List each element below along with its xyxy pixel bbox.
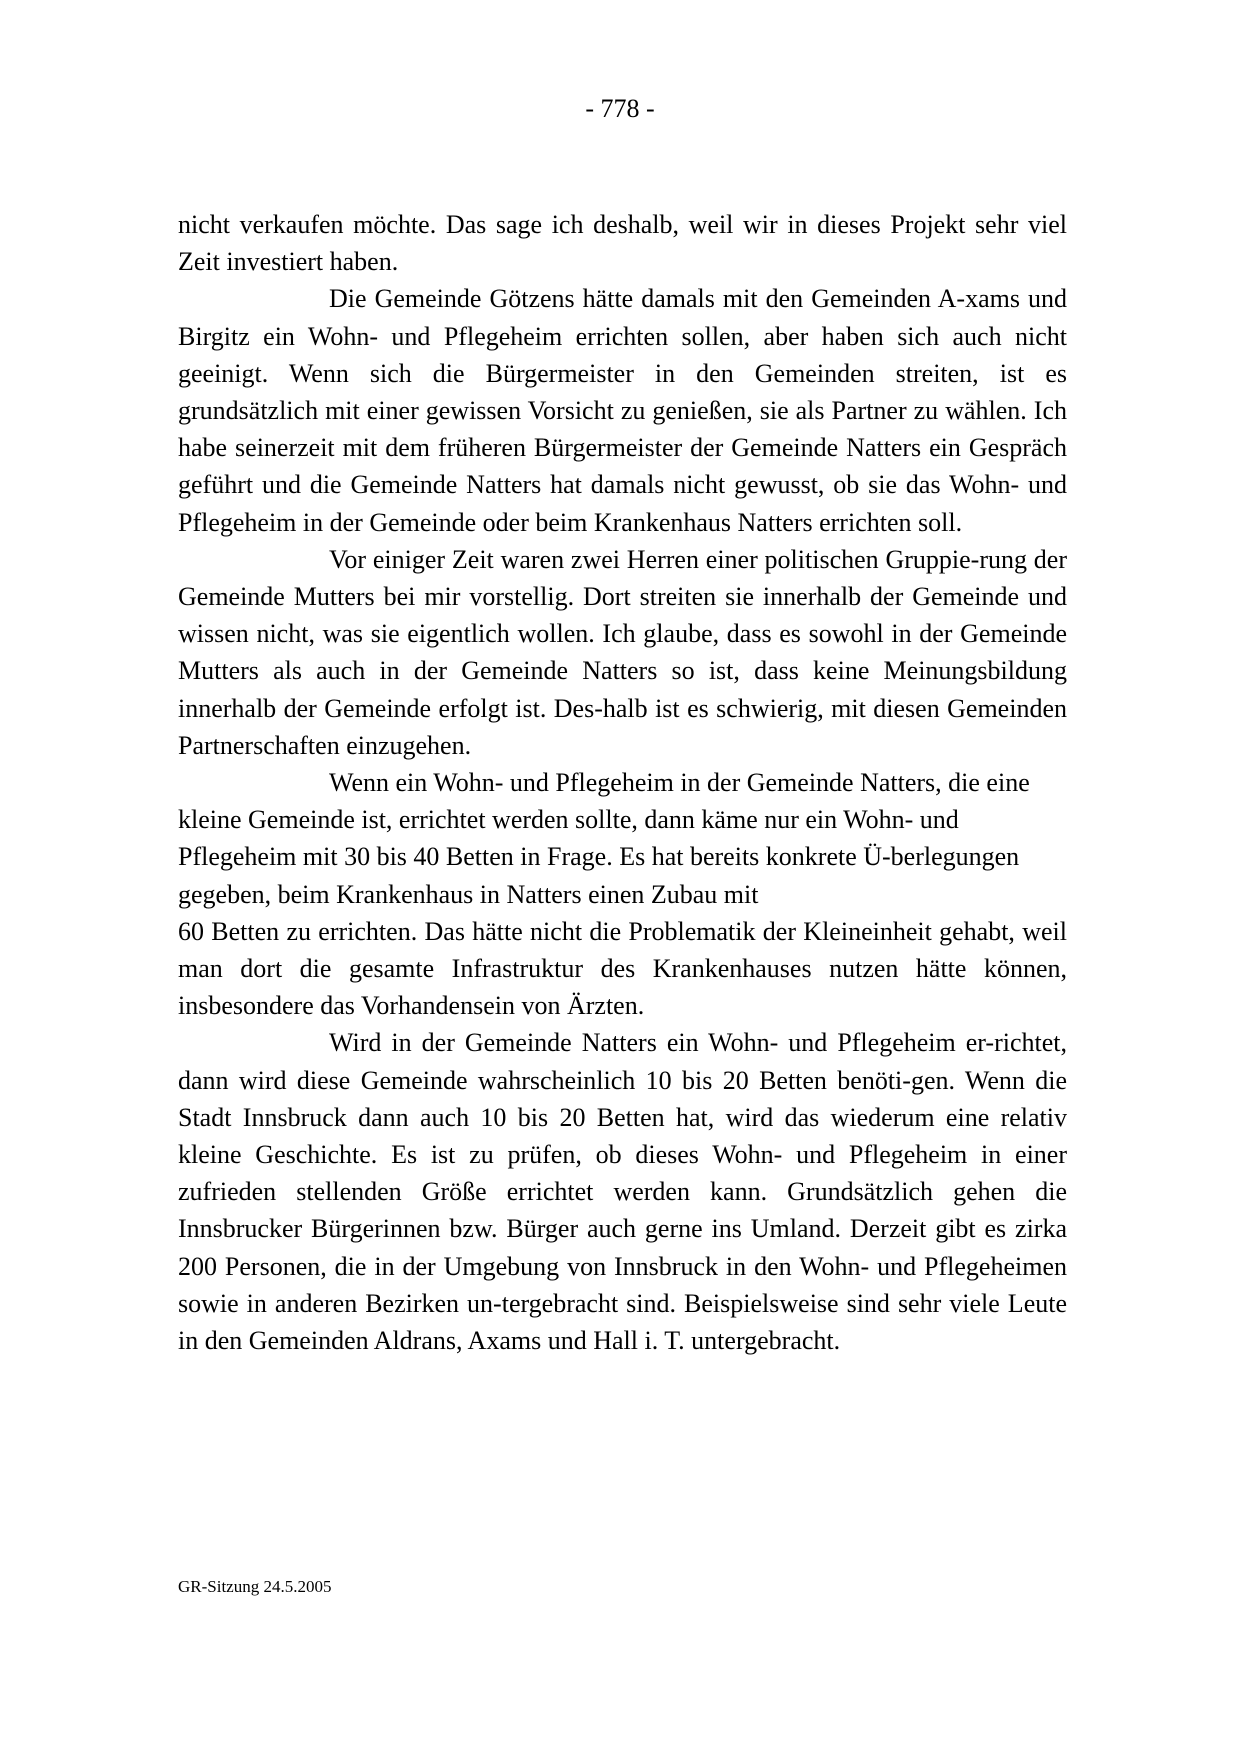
paragraph-4-part-2: 60 Betten zu errichten. Das hätte nicht die Problematik der Kleineinheit gehabt, weil man dort die gesamte Infrastruktur des Krankenhauses nutzen hätte können, insbesondere das Vorhandensein von Ärzten. [178,916,1067,1021]
paragraph-4-part-1: Wenn ein Wohn- und Pflegeheim in der Gemeinde Natters, die eine kleine Gemeinde ist, errichtet werden sollte, dann käme nur ein Wohn- und Pflegeheim mit 30 bis 40 Betten in Frage. Es hat bereits konkrete Ü-berlegungen gegeben, beim Krankenhaus in Natters einen Zubau mit [178,768,1030,909]
paragraph-3: Vor einiger Zeit waren zwei Herren einer politischen Gruppie-rung der Gemeinde Mutters bei mir vorstellig. Dort streiten sie innerhalb der Gemeinde und wissen nicht, was sie eigentlich wollen. Ich glaube, dass es sowohl in der Gemeinde Mutters als auch in der Gemeinde Natters so ist, dass keine Meinungsbildung innerhalb der Gemeinde erfolgt ist. Des-halb ist es schwierig, mit diesen Gemeinden Partnerschaften einzugehen. [178,544,1067,760]
footer-session-date: GR-Sitzung 24.5.2005 [178,1577,332,1596]
document-body [178,206,1067,1359]
paragraph-5: Wird in der Gemeinde Natters ein Wohn- und Pflegeheim er-richtet, dann wird diese Gemeinde wahrscheinlich 10 bis 20 Betten benöti-gen. Wenn die Stadt Innsbruck dann auch 10 bis 20 Betten hat, wird das wiederum eine relativ kleine Geschichte. Es ist zu prüfen, ob dieses Wohn- und Pflegeheim in einer zufrieden stellenden Größe errichtet werden kann. Grundsätzlich gehen die Innsbrucker Bürgerinnen bzw. Bürger auch gerne ins Umland. Derzeit gibt es zirka 200 Personen, die in der Umgebung von Innsbruck in den Wohn- und Pflegeheimen sowie in anderen Bezirken un-tergebracht sind. Beispielsweise sind sehr viele Leute in den Gemeinden Aldrans, Axams und Hall i. T. untergebracht. [178,1028,1067,1356]
paragraph-2: Die Gemeinde Götzens hätte damals mit den Gemeinden A-xams und Birgitz ein Wohn- und Pflegeheim errichten sollen, aber haben sich auch nicht geeinigt. Wenn sich die Bürgermeister in den Gemeinden streiten, ist es grundsätzlich mit einer gewissen Vorsicht zu genießen, sie als Partner zu wählen. Ich habe seinerzeit mit dem früheren Bürgermeister der Gemeinde Natters ein Gespräch geführt und die Gemeinde Natters hat damals nicht gewusst, ob sie das Wohn- und Pflegeheim in der Gemeinde oder beim Krankenhaus Natters errichten soll. [178,284,1067,537]
page-number: - 778 - [585,94,655,123]
paragraph-1: nicht verkaufen möchte. Das sage ich deshalb, weil wir in dieses Projekt sehr viel Zeit investiert haben. [178,210,1067,277]
